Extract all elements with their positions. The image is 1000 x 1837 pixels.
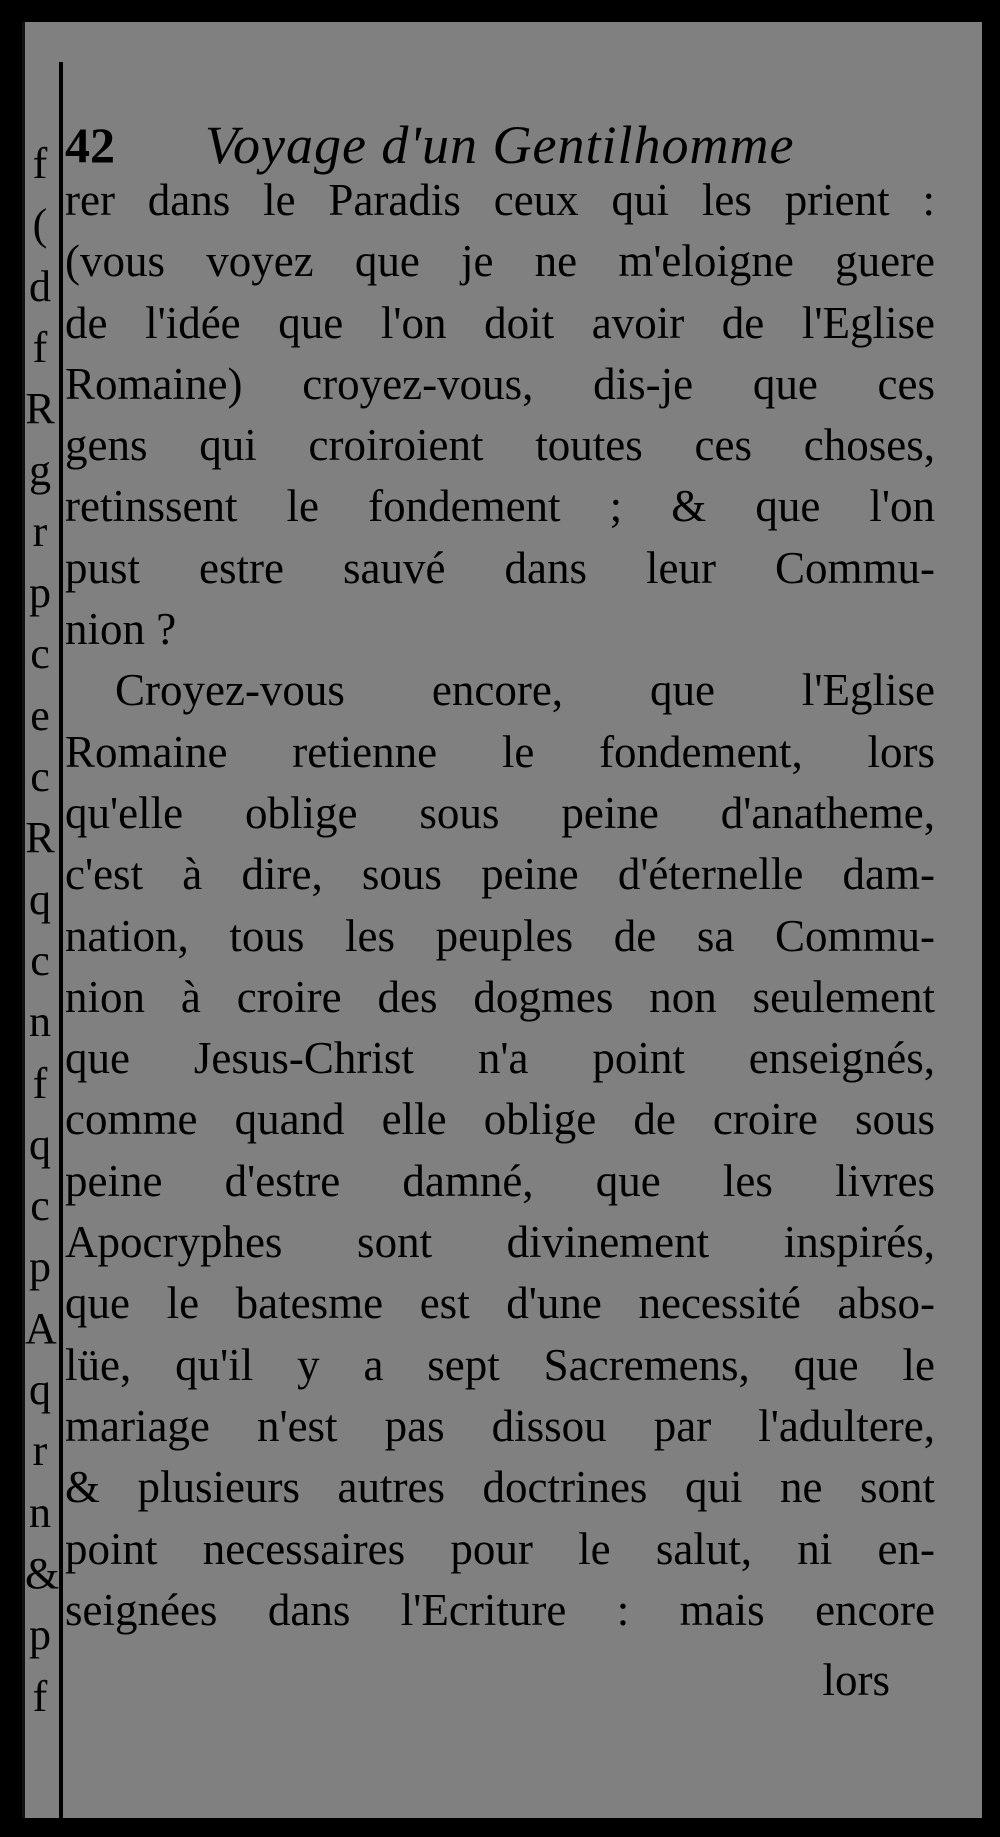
binding-glyph: f xyxy=(32,139,48,188)
text-line: Romaine) croyez-vous, dis-je que ces xyxy=(65,358,935,409)
text-line: pust estre sauvé dans leur Commu- xyxy=(65,542,935,593)
text-line: qu'elle oblige sous peine d'anatheme, xyxy=(65,787,935,838)
catchword: lors xyxy=(822,1655,890,1705)
binding-glyph: e xyxy=(30,690,50,740)
binding-glyph: n xyxy=(29,1487,51,1537)
binding-glyph: r xyxy=(32,506,48,556)
text-line: rer dans le Paradis ceux qui les prient : xyxy=(65,175,935,225)
binding-glyph: R xyxy=(25,813,55,863)
text-line: mariage n'est pas dissou par l'adultere, xyxy=(65,1400,935,1451)
binding-glyph: c xyxy=(30,935,50,985)
text-line: nion à croire des dogmes non seulement xyxy=(65,971,935,1022)
binding-glyph: f xyxy=(32,1671,48,1721)
binding-glyph: f xyxy=(32,322,48,372)
text-line: point necessaires pour le salut, ni en- xyxy=(65,1523,935,1574)
text-line: & plusieurs autres doctrines qui ne sont xyxy=(65,1462,935,1513)
binding-glyph: n xyxy=(29,997,51,1047)
binding-glyph: g xyxy=(29,445,51,495)
text-line: c'est à dire, sous peine d'éternelle dam- xyxy=(65,849,935,900)
binding-glyph: q xyxy=(29,1365,51,1414)
page-number: 42 xyxy=(65,117,115,173)
gutter-rule xyxy=(59,62,63,1822)
text-line: peine d'estre damné, que les livres xyxy=(65,1155,935,1206)
binding-glyph: c xyxy=(30,1181,50,1231)
binding-glyph: A xyxy=(25,1303,57,1353)
binding-glyph: p xyxy=(29,1242,51,1292)
text-line: seignées dans l'Ecriture : mais encore xyxy=(65,1584,935,1635)
text-line: que Jesus-Christ n'a point enseignés, xyxy=(65,1033,935,1084)
running-title: Voyage d'un Gentilhomme xyxy=(205,115,795,175)
binding-glyph: f xyxy=(32,1058,48,1108)
binding-glyph: r xyxy=(32,1426,48,1476)
binding-glyph: c xyxy=(30,629,50,679)
text-line: nation, tous les peuples de sa Commu- xyxy=(65,910,935,961)
binding-glyph: q xyxy=(29,874,51,924)
text-line: gens qui croiroient toutes ces choses, xyxy=(65,420,935,471)
body-text xyxy=(65,170,935,1641)
book-page xyxy=(22,22,982,1818)
binding-glyph: c xyxy=(30,752,50,801)
text-line: Croyez-vous encore, que l'Eglise xyxy=(115,665,935,716)
binding-glyph: d xyxy=(29,261,51,311)
text-line: nion ? xyxy=(65,604,177,655)
text-line: Romaine retienne le fondement, lors xyxy=(65,726,935,777)
text-line: comme quand elle oblige de croire sous xyxy=(65,1094,935,1145)
binding-glyph: p xyxy=(29,1610,51,1660)
binding-glyph: ( xyxy=(32,200,48,250)
text-line: lüe, qu'il y a sept Sacremens, que le xyxy=(65,1339,935,1390)
text-line: (vous voyez que je ne m'eloigne guere xyxy=(65,236,935,287)
text-line: Apocryphes sont divinement inspirés, xyxy=(65,1217,935,1268)
text-line: que le batesme est d'une necessité abso- xyxy=(65,1278,935,1329)
text-line: retinssent le fondement ; & que l'on xyxy=(65,481,935,532)
text-line: de l'idée que l'on doit avoir de l'Eglise xyxy=(65,297,935,348)
binding-glyph: q xyxy=(29,1119,51,1169)
binding-glyph: & xyxy=(25,1548,60,1598)
binding-glyph: p xyxy=(29,568,51,618)
binding-glyph: R xyxy=(25,384,55,434)
